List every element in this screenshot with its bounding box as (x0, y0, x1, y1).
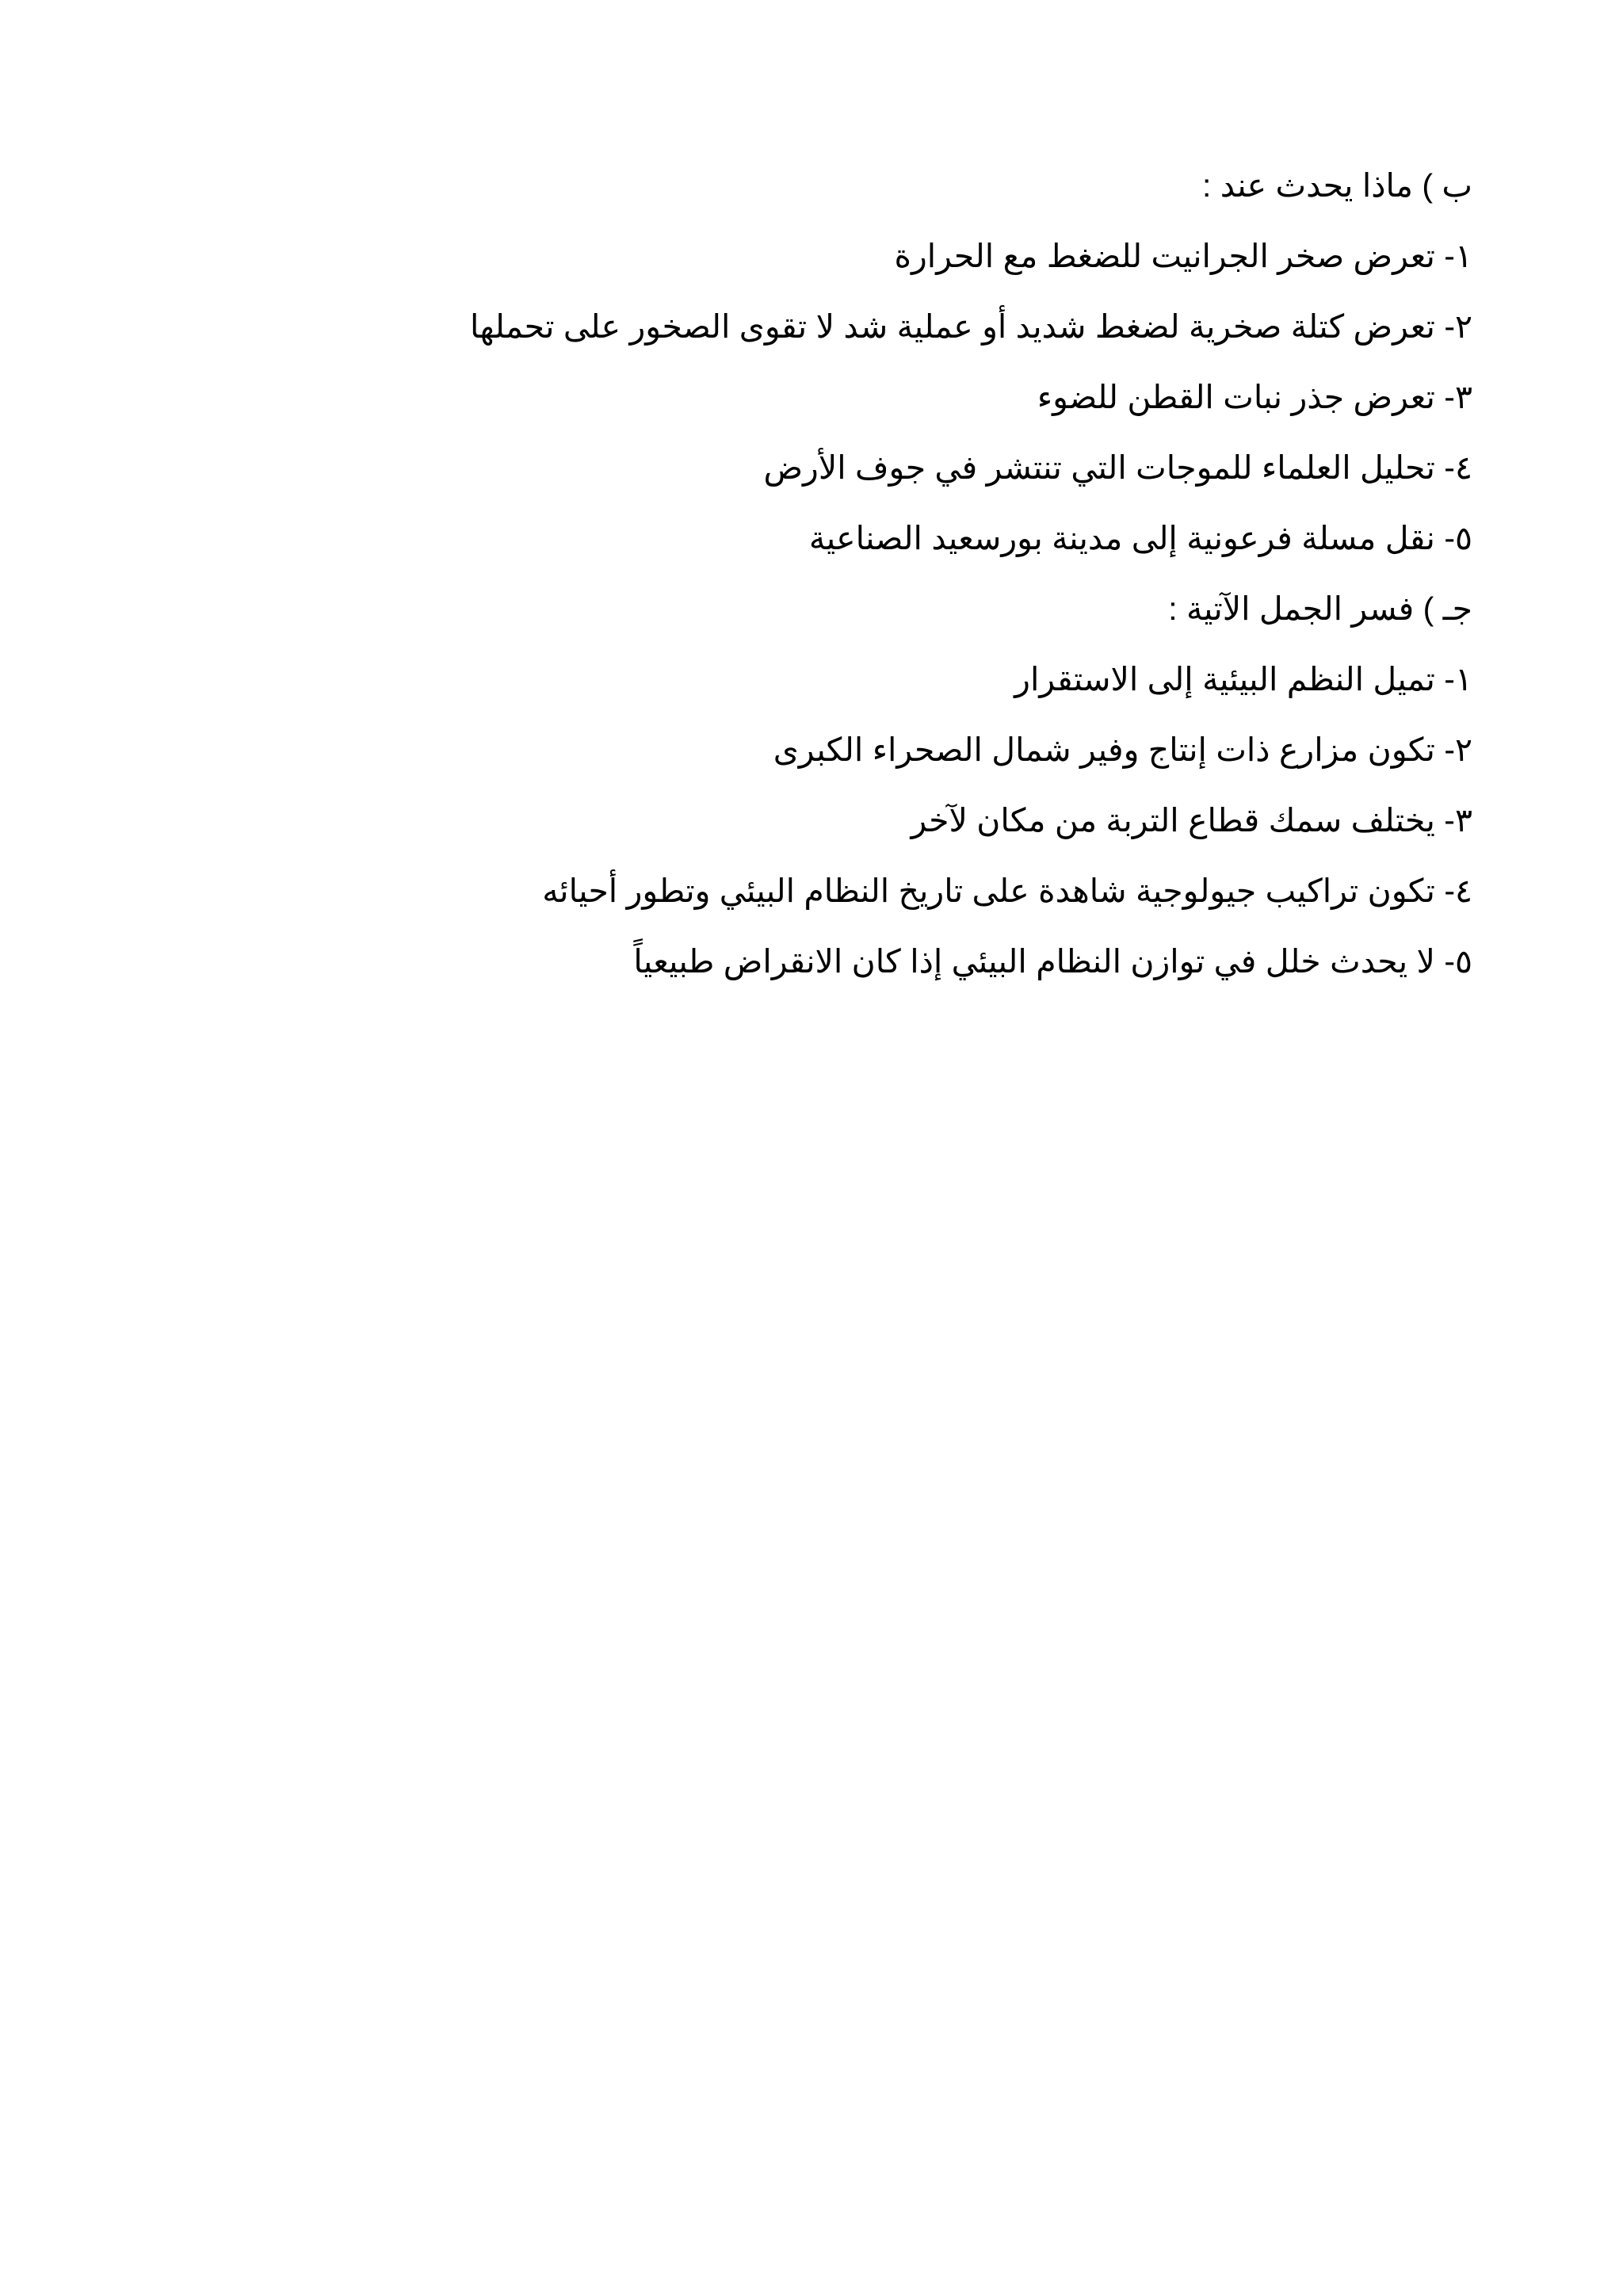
section-c-item-3: ٣- يختلف سمك قطاع التربة من مكان لآخر (911, 802, 1472, 839)
section-b-item-4: ٤- تحليل العلماء للموجات التي تنتشر في جوف الأرض (763, 449, 1472, 486)
section-b-item-1: ١- تعرض صخر الجرانيت للضغط مع الحرارة (894, 238, 1472, 274)
section-c-item-1: ١- تميل النظم البيئية إلى الاستقرار (1014, 661, 1472, 697)
section-b-item-3: ٣- تعرض جذر نبات القطن للضوء (1037, 379, 1472, 415)
section-b-item-2: ٢- تعرض كتلة صخرية لضغط شديد أو عملية شد لا تقوى الصخور على تحملها (469, 308, 1472, 345)
section-c-item-4: ٤- تكون تراكيب جيولوجية شاهدة على تاريخ النظام البيئي وتطور أحيائه (542, 873, 1472, 909)
section-c-item-5: ٥- لا يحدث خلل في توازن النظام البيئي إذا كان الانقراض طبيعياً (633, 943, 1472, 980)
section-b-item-5: ٥- نقل مسلة فرعونية إلى مدينة بورسعيد الصناعية (808, 520, 1472, 556)
section-c-item-2: ٢- تكون مزارع ذات إنتاج وفير شمال الصحراء الكبرى (773, 732, 1472, 768)
section-b-heading: ب ) ماذا يحدث عند : (1201, 167, 1472, 204)
section-c-heading: جـ ) فسر الجمل الآتية : (1168, 590, 1472, 627)
question-text-block (323, 151, 1472, 997)
